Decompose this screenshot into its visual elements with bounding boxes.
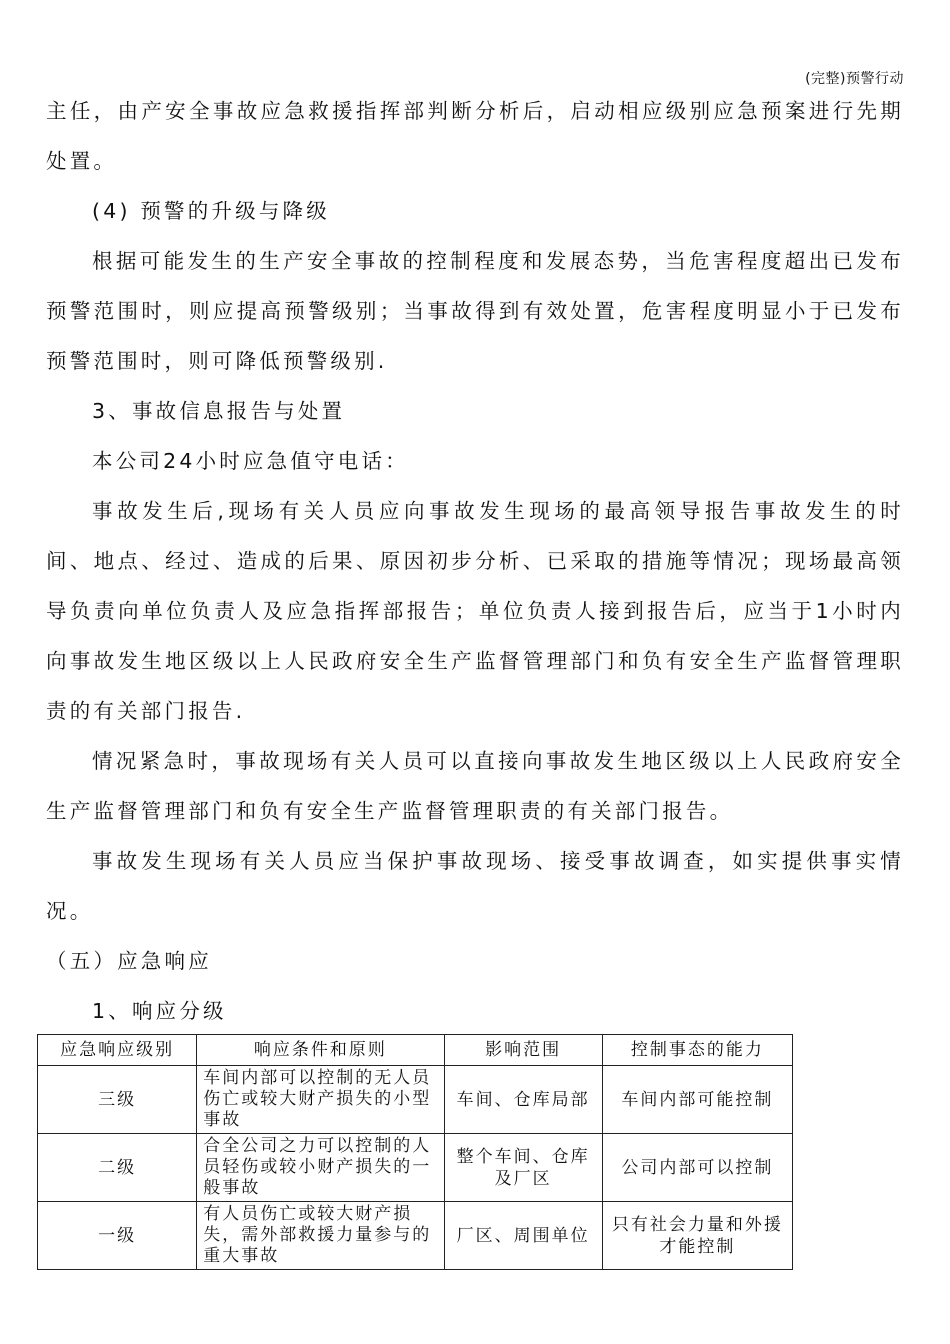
table-row	[38, 1066, 793, 1134]
response-level-table	[37, 1034, 793, 1270]
paragraph-urgent-report: 情况紧急时，事故现场有关人员可以直接向事故发生地区级以上人民政府安全生产监督管理部门和负有安全生产监督管理职责的有关部门报告。	[46, 749, 904, 823]
paragraph-warning-escalation: 根据可能发生的生产安全事故的控制程度和发展态势，当危害程度超出已发布预警范围时，则应提高预警级别；当事故得到有效处置，危害程度明显小于已发布预警范围时，则可降低预警级别.	[46, 249, 904, 373]
table-cell-capability: 只有社会力量和外援才能控制	[602, 1202, 792, 1270]
heading-warning-escalation: (4) 预警的升级与降级	[92, 199, 330, 223]
table-cell-capability: 公司内部可以控制	[602, 1134, 792, 1202]
table-cell-level: 一级	[38, 1202, 197, 1270]
table-header-row	[38, 1035, 793, 1066]
table-cell-scope: 厂区、周围单位	[444, 1202, 602, 1270]
paragraph-prior-disposal: 主任，由产安全事故应急救援指挥部判断分析后，启动相应级别应急预案进行先期处置。	[46, 99, 904, 173]
heading-incident-reporting: 3、事故信息报告与处置	[92, 399, 346, 423]
paragraph-duty-phone: 本公司24小时应急值守电话：	[92, 449, 409, 473]
document-body	[46, 86, 904, 1036]
page-header-note: (完整)预警行动	[805, 71, 904, 87]
table-cell-scope: 整个车间、仓库及厂区	[444, 1134, 602, 1202]
table-cell-capability: 车间内部可能控制	[602, 1066, 792, 1134]
paragraph-protect-scene: 事故发生现场有关人员应当保护事故现场、接受事故调查，如实提供事实情况。	[46, 849, 904, 923]
table-cell-condition: 合全公司之力可以控制的人员轻伤或较小财产损失的一般事故	[197, 1134, 444, 1202]
table-cell-level: 二级	[38, 1134, 197, 1202]
table-cell-level: 三级	[38, 1066, 197, 1134]
table-header-cell: 影响范围	[444, 1035, 602, 1066]
heading-response-levels: 1、响应分级	[92, 999, 227, 1023]
table-cell-condition: 有人员伤亡或较大财产损失，需外部救援力量参与的重大事故	[197, 1202, 444, 1270]
table-header-cell: 响应条件和原则	[197, 1035, 444, 1066]
table-header-cell: 控制事态的能力	[602, 1035, 792, 1066]
table-row	[38, 1202, 793, 1270]
table-cell-scope: 车间、仓库局部	[444, 1066, 602, 1134]
table-header-cell: 应急响应级别	[38, 1035, 197, 1066]
paragraph-report-procedure: 事故发生后,现场有关人员应向事故发生现场的最高领导报告事故发生的时间、地点、经过、造成的后果、原因初步分析、已采取的措施等情况；现场最高领导负责向单位负责人及应急指挥部报告；单位负责人接到报告后，应当于1小时内向事故发生地区级以上人民政府安全生产监督管理部门和负有安全生产监督管理职责的有关部门报告.	[46, 499, 904, 723]
table-cell-condition: 车间内部可以控制的无人员伤亡或较大财产损失的小型事故	[197, 1066, 444, 1134]
table-row	[38, 1134, 793, 1202]
heading-emergency-response: （五）应急响应	[46, 949, 212, 973]
